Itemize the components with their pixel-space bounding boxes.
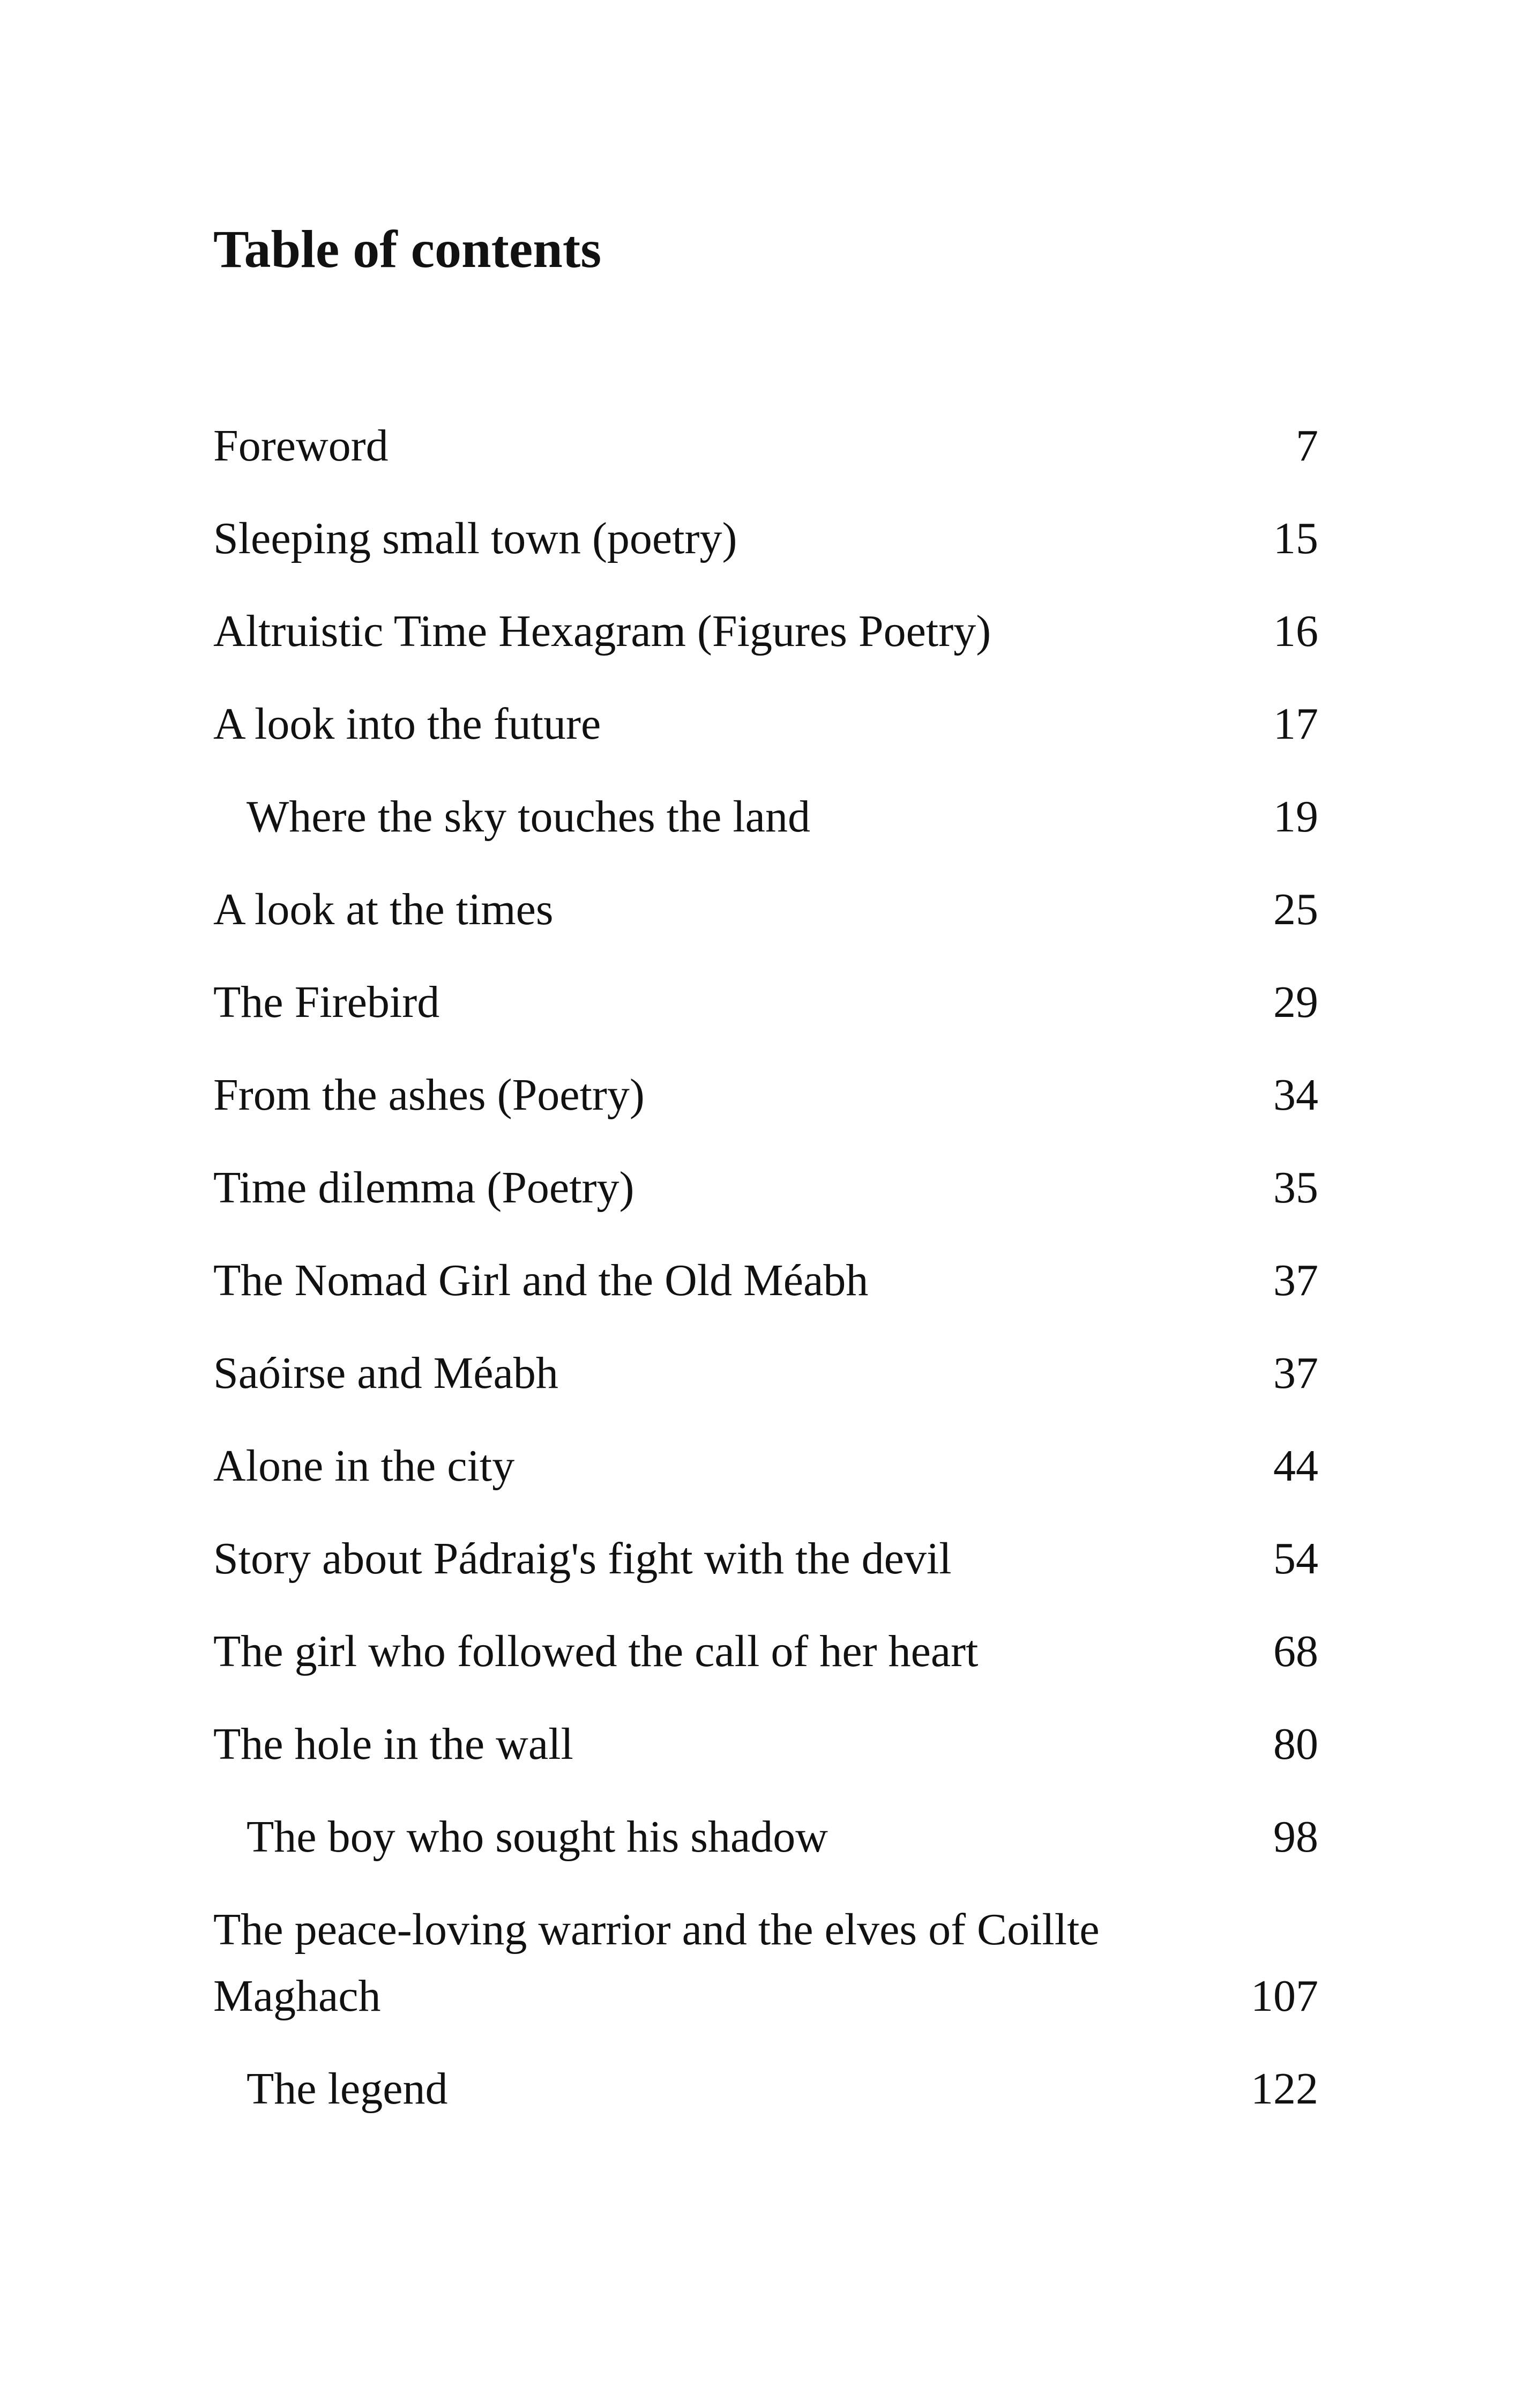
toc-entry (213, 413, 1318, 479)
toc-entry-title: The Nomad Girl and the Old Méabh (213, 1255, 869, 1305)
toc-subentry (213, 784, 1318, 850)
toc-entry-page: 37 (1273, 1255, 1318, 1305)
toc-entry (213, 1897, 1318, 2030)
toc-entry-title: The girl who followed the call of her heart (213, 1626, 979, 1676)
toc-entry (213, 1526, 1318, 1592)
toc-entry (213, 691, 1318, 757)
toc-entry-page: 16 (1273, 606, 1318, 656)
toc-entry-page: 25 (1273, 885, 1318, 934)
toc-entry-page: 35 (1273, 1163, 1318, 1213)
toc-entry-page: 54 (1273, 1534, 1318, 1584)
toc-entry-page: 19 (1273, 792, 1318, 842)
toc-entry (213, 1433, 1318, 1499)
page-title: Table of contents (213, 219, 602, 279)
toc-entry-page: 34 (1273, 1070, 1318, 1120)
toc-entry-page: 37 (1273, 1348, 1318, 1398)
toc-entry (213, 1340, 1318, 1407)
toc-subentry (213, 2056, 1318, 2122)
toc-entry-title: Time dilemma (Poetry) (213, 1163, 634, 1213)
toc-entry (213, 876, 1318, 943)
toc-entry-page: 15 (1273, 514, 1318, 563)
toc-entry-page: 98 (1273, 1812, 1318, 1862)
toc-list (213, 413, 1318, 2149)
toc-entry-page: 68 (1273, 1626, 1318, 1676)
toc-entry (213, 1247, 1318, 1314)
toc-entry-page: 7 (1296, 421, 1318, 471)
toc-subentry (213, 1804, 1318, 1870)
toc-entry-page: 44 (1273, 1441, 1318, 1491)
toc-entry-title: From the ashes (Poetry) (213, 1070, 645, 1120)
toc-entry-title: A look into the future (213, 699, 601, 749)
toc-entry-page: 17 (1273, 699, 1318, 749)
toc-entry-title: The peace-loving warrior and the elves of Coillte Maghach (213, 1905, 1100, 2021)
toc-entry (213, 1155, 1318, 1221)
toc-entry-title: Sleeping small town (poetry) (213, 514, 737, 563)
toc-entry (213, 1062, 1318, 1128)
toc-entry-title: The hole in the wall (213, 1719, 573, 1769)
toc-entry (213, 1711, 1318, 1778)
toc-entry-page: 80 (1273, 1719, 1318, 1769)
toc-entry-page: 29 (1273, 977, 1318, 1027)
toc-entry-title: The Firebird (213, 977, 440, 1027)
toc-entry-title: A look at the times (213, 885, 554, 934)
toc-entry (213, 598, 1318, 665)
toc-entry-title: Story about Pádraig's fight with the devil (213, 1534, 952, 1584)
toc-entry-title: Foreword (213, 421, 389, 471)
toc-entry-title: Alone in the city (213, 1441, 515, 1491)
toc-entry-page: 107 (1251, 1971, 1318, 2021)
toc-entry-page: 122 (1251, 2064, 1318, 2114)
toc-entry-title: Saóirse and Méabh (213, 1348, 558, 1398)
toc-entry (213, 1618, 1318, 1685)
toc-entry-title: The boy who sought his shadow (247, 1812, 828, 1862)
toc-entry (213, 969, 1318, 1036)
toc-entry-title: Where the sky touches the land (247, 792, 810, 842)
toc-entry (213, 506, 1318, 572)
toc-entry-title: The legend (247, 2064, 448, 2114)
toc-entry-title: Altruistic Time Hexagram (Figures Poetry) (213, 606, 991, 656)
